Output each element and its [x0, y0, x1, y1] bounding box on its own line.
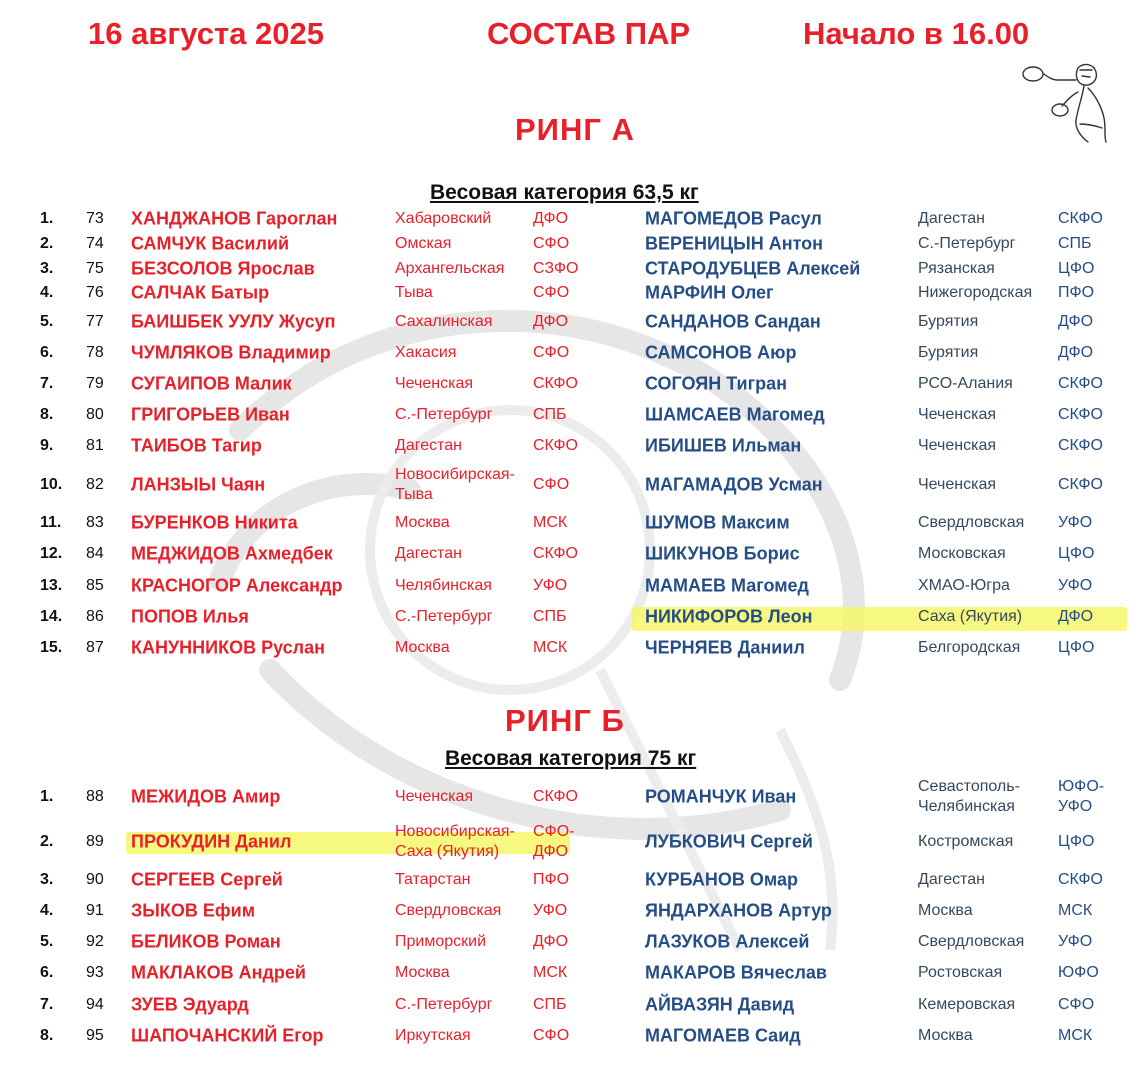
- start-time: Начало в 16.00: [803, 16, 1030, 51]
- red-corner-name: ЗЫКОВ Ефим: [131, 900, 256, 921]
- blue-corner-district: ДФО: [1058, 608, 1094, 625]
- blue-corner-district: УФО: [1058, 933, 1093, 950]
- bout-number: 5.: [40, 933, 54, 950]
- blue-corner-name: ШУМОВ Максим: [645, 512, 790, 533]
- blue-corner-district: ЦФО: [1058, 639, 1095, 656]
- blue-corner-district: ЮФО-УФО: [1058, 778, 1105, 815]
- bout-row: [0, 990, 1132, 1020]
- red-corner-region: Хабаровский: [395, 210, 492, 227]
- red-corner-name: ЛАНЗЫЫ Чаян: [131, 474, 266, 495]
- blue-corner-district: ПФО: [1058, 284, 1095, 301]
- bout-row: [0, 539, 1132, 569]
- blue-corner-region: Белгородская: [918, 639, 1021, 656]
- bout-number: 6.: [40, 344, 54, 361]
- bout-number: 1.: [40, 210, 54, 227]
- bout-id: 92: [86, 933, 104, 950]
- bout-number: 4.: [40, 902, 54, 919]
- blue-corner-name: НИКИФОРОВ Леон: [645, 606, 813, 627]
- red-corner-district: ДФО: [533, 210, 569, 227]
- bout-row: [0, 602, 1132, 632]
- bout-number: 15.: [40, 639, 63, 656]
- blue-corner-district: ЦФО: [1058, 260, 1095, 277]
- red-corner-region: Чеченская: [395, 375, 474, 392]
- red-corner-region: С.-Петербург: [395, 406, 493, 423]
- blue-corner-region: Дагестан: [918, 210, 985, 227]
- bout-row: [0, 207, 1132, 231]
- ring-b-title: РИНГ Б: [505, 703, 625, 738]
- blue-corner-name: ИБИШЕВ Ильман: [645, 435, 802, 456]
- bout-id: 95: [86, 1027, 104, 1044]
- red-corner-district: ДФО: [533, 933, 569, 950]
- red-corner-name: МАКЛАКОВ Андрей: [131, 962, 306, 983]
- blue-corner-region: Рязанская: [918, 260, 995, 277]
- red-corner-district: СЗФО: [533, 260, 579, 277]
- blue-corner-region: Нижегородская: [918, 284, 1033, 301]
- bout-number: 7.: [40, 996, 54, 1013]
- blue-corner-region: Костромская: [918, 833, 1014, 850]
- red-corner-district: ДФО: [533, 313, 569, 330]
- red-corner-region: Тыва: [395, 284, 433, 301]
- bout-id: 87: [86, 639, 104, 656]
- blue-corner-name: ЛАЗУКОВ Алексей: [645, 931, 810, 952]
- red-corner-region: Москва: [395, 964, 450, 981]
- red-corner-district: СФО: [533, 344, 570, 361]
- ring-b-weight-category: Весовая категория 75 кг: [445, 747, 697, 770]
- bout-row: [0, 896, 1132, 926]
- bout-number: 1.: [40, 788, 54, 805]
- boxer-logo-icon: [1018, 58, 1112, 144]
- red-corner-region: Свердловская: [395, 902, 502, 919]
- red-corner-district: СФО-ДФО: [533, 823, 575, 860]
- blue-corner-region: Чеченская: [918, 476, 997, 493]
- bout-id: 78: [86, 344, 104, 361]
- red-corner-district: СКФО: [533, 788, 578, 805]
- red-corner-name: ЗУЕВ Эдуард: [131, 994, 249, 1015]
- red-corner-name: ПОПОВ Илья: [131, 606, 249, 627]
- red-corner-region: Москва: [395, 639, 450, 656]
- bout-row: [0, 927, 1132, 957]
- bout-number: 5.: [40, 313, 54, 330]
- bout-id: 79: [86, 375, 104, 392]
- red-corner-region: Татарстан: [395, 871, 471, 888]
- blue-corner-district: СКФО: [1058, 210, 1103, 227]
- bout-row: [0, 281, 1132, 305]
- red-corner-region: Новосибирская-Тыва: [395, 466, 515, 503]
- red-corner-name: ПРОКУДИН Данил: [131, 831, 292, 852]
- bout-id: 77: [86, 313, 104, 330]
- bout-number: 6.: [40, 964, 54, 981]
- bout-number: 8.: [40, 1027, 54, 1044]
- blue-corner-district: СКФО: [1058, 871, 1103, 888]
- bout-number: 11.: [40, 514, 62, 531]
- red-corner-name: МЕЖИДОВ Амир: [131, 786, 281, 807]
- blue-corner-district: УФО: [1058, 577, 1093, 594]
- red-corner-region: Приморский: [395, 933, 487, 950]
- blue-corner-name: ЯНДАРХАНОВ Артур: [645, 900, 832, 921]
- blue-corner-name: ШАМСАЕВ Магомед: [645, 404, 825, 425]
- blue-corner-name: АЙВАЗЯН Давид: [645, 994, 795, 1015]
- bout-id: 82: [86, 476, 104, 493]
- bout-id: 88: [86, 788, 104, 805]
- red-corner-name: СУГАИПОВ Малик: [131, 373, 292, 394]
- bout-number: 2.: [40, 235, 54, 252]
- blue-corner-district: СКФО: [1058, 375, 1103, 392]
- blue-corner-district: СКФО: [1058, 437, 1103, 454]
- red-corner-name: САМЧУК Василий: [131, 233, 290, 254]
- red-corner-name: САЛЧАК Батыр: [131, 282, 270, 303]
- ring-a-weight-category: Весовая категория 63,5 кг: [430, 181, 699, 204]
- bout-number: 14.: [40, 608, 63, 625]
- blue-corner-district: ЦФО: [1058, 833, 1095, 850]
- bout-number: 13.: [40, 577, 63, 594]
- red-corner-region: Иркутская: [395, 1027, 471, 1044]
- red-corner-district: СФО: [533, 235, 570, 252]
- bout-id: 75: [86, 260, 104, 277]
- blue-corner-name: МАГОМАЕВ Саид: [645, 1025, 801, 1046]
- red-corner-district: СКФО: [533, 545, 578, 562]
- red-corner-region: Архангельская: [395, 260, 505, 277]
- bout-row: [0, 257, 1132, 281]
- red-corner-district: СФО: [533, 1027, 570, 1044]
- bout-row: [0, 338, 1132, 368]
- blue-corner-name: САМСОНОВ Аюр: [645, 342, 797, 363]
- blue-corner-region: Севастополь-Челябинская: [918, 778, 1020, 815]
- red-corner-name: ТАИБОВ Тагир: [131, 435, 262, 456]
- blue-corner-name: МАРФИН Олег: [645, 282, 774, 303]
- bout-id: 91: [86, 902, 104, 919]
- blue-corner-region: Московская: [918, 545, 1006, 562]
- blue-corner-name: МАМАЕВ Магомед: [645, 575, 809, 596]
- blue-corner-name: САНДАНОВ Сандан: [645, 311, 821, 332]
- bout-row: [0, 633, 1132, 663]
- bout-row: [0, 819, 1132, 865]
- blue-corner-region: РСО-Алания: [918, 375, 1013, 392]
- blue-corner-name: МАКАРОВ Вячеслав: [645, 962, 827, 983]
- blue-corner-region: Москва: [918, 1027, 973, 1044]
- red-corner-region: Дагестан: [395, 545, 462, 562]
- bout-id: 90: [86, 871, 104, 888]
- blue-corner-district: СКФО: [1058, 476, 1103, 493]
- blue-corner-region: Кемеровская: [918, 996, 1016, 1013]
- red-corner-region: С.-Петербург: [395, 996, 493, 1013]
- red-corner-region: Омская: [395, 235, 452, 252]
- blue-corner-region: Бурятия: [918, 313, 979, 330]
- red-corner-district: СПБ: [533, 996, 567, 1013]
- bout-row: [0, 462, 1132, 508]
- bout-row: [0, 307, 1132, 337]
- bout-id: 86: [86, 608, 104, 625]
- bout-id: 73: [86, 210, 104, 227]
- red-corner-name: БЕЗСОЛОВ Ярослав: [131, 258, 315, 279]
- bout-number: 3.: [40, 871, 54, 888]
- red-corner-region: Чеченская: [395, 788, 474, 805]
- bout-number: 9.: [40, 437, 54, 454]
- blue-corner-district: МСК: [1058, 1027, 1093, 1044]
- red-corner-name: КАНУННИКОВ Руслан: [131, 637, 326, 658]
- blue-corner-name: РОМАНЧУК Иван: [645, 786, 797, 807]
- bout-id: 76: [86, 284, 104, 301]
- red-corner-region: Хакасия: [395, 344, 457, 361]
- red-corner-district: СКФО: [533, 437, 578, 454]
- bout-row: [0, 232, 1132, 256]
- bout-row: [0, 865, 1132, 895]
- ring-a-title: РИНГ А: [515, 112, 635, 147]
- blue-corner-name: КУРБАНОВ Омар: [645, 869, 798, 890]
- red-corner-district: МСК: [533, 639, 568, 656]
- bout-id: 85: [86, 577, 104, 594]
- blue-corner-name: ЛУБКОВИЧ Сергей: [645, 831, 813, 852]
- bout-id: 93: [86, 964, 104, 981]
- red-corner-district: СПБ: [533, 406, 567, 423]
- red-corner-name: СЕРГЕЕВ Сергей: [131, 869, 283, 890]
- blue-corner-region: С.-Петербург: [918, 235, 1016, 252]
- red-corner-region: Челябинская: [395, 577, 492, 594]
- red-corner-name: ШАПОЧАНСКИЙ Егор: [131, 1025, 324, 1046]
- blue-corner-district: МСК: [1058, 902, 1093, 919]
- red-corner-name: БЕЛИКОВ Роман: [131, 931, 281, 952]
- bout-row: [0, 431, 1132, 461]
- blue-corner-region: Чеченская: [918, 437, 997, 454]
- blue-corner-region: Чеченская: [918, 406, 997, 423]
- bout-row: [0, 774, 1132, 820]
- blue-corner-region: Ростовская: [918, 964, 1003, 981]
- red-corner-district: МСК: [533, 964, 568, 981]
- bout-row: [0, 400, 1132, 430]
- red-corner-name: МЕДЖИДОВ Ахмедбек: [131, 543, 333, 564]
- red-corner-region: Новосибирская-Саха (Якутия): [395, 823, 515, 860]
- red-corner-region: Дагестан: [395, 437, 462, 454]
- red-corner-region: Сахалинская: [395, 313, 493, 330]
- bout-row: [0, 369, 1132, 399]
- blue-corner-district: ДФО: [1058, 344, 1094, 361]
- bout-id: 89: [86, 833, 104, 850]
- red-corner-district: УФО: [533, 577, 568, 594]
- blue-corner-name: МАГОМЕДОВ Расул: [645, 208, 822, 229]
- red-corner-district: СПБ: [533, 608, 567, 625]
- blue-corner-region: Москва: [918, 902, 973, 919]
- red-corner-district: УФО: [533, 902, 568, 919]
- red-corner-district: СФО: [533, 476, 570, 493]
- blue-corner-name: ВЕРЕНИЦЫН Антон: [645, 233, 824, 254]
- blue-corner-district: ЮФО: [1058, 964, 1099, 981]
- red-corner-region: Москва: [395, 514, 450, 531]
- blue-corner-region: Саха (Якутия): [918, 608, 1023, 625]
- blue-corner-district: СПБ: [1058, 235, 1092, 252]
- blue-corner-region: Бурятия: [918, 344, 979, 361]
- bout-id: 84: [86, 545, 104, 562]
- red-corner-district: МСК: [533, 514, 568, 531]
- red-corner-name: БУРЕНКОВ Никита: [131, 512, 298, 533]
- bout-id: 94: [86, 996, 104, 1013]
- page-title: СОСТАВ ПАР: [487, 16, 691, 51]
- red-corner-district: СФО: [533, 284, 570, 301]
- bout-id: 81: [86, 437, 104, 454]
- blue-corner-name: СОГОЯН Тигран: [645, 373, 787, 394]
- event-date: 16 августа 2025: [88, 16, 325, 51]
- blue-corner-region: Дагестан: [918, 871, 985, 888]
- bout-id: 83: [86, 514, 104, 531]
- bout-number: 10.: [40, 476, 63, 493]
- bout-id: 80: [86, 406, 104, 423]
- bout-row: [0, 571, 1132, 601]
- bout-number: 4.: [40, 284, 54, 301]
- blue-corner-region: ХМАО-Югра: [918, 577, 1010, 594]
- blue-corner-name: МАГАМАДОВ Усман: [645, 474, 823, 495]
- red-corner-name: ЧУМЛЯКОВ Владимир: [131, 342, 331, 363]
- bout-number: 8.: [40, 406, 54, 423]
- blue-corner-district: СКФО: [1058, 406, 1103, 423]
- bout-row: [0, 508, 1132, 538]
- blue-corner-district: СФО: [1058, 996, 1095, 1013]
- bout-row: [0, 1021, 1132, 1051]
- blue-corner-name: ЧЕРНЯЕВ Даниил: [645, 637, 805, 658]
- blue-corner-region: Свердловская: [918, 514, 1025, 531]
- blue-corner-region: Свердловская: [918, 933, 1025, 950]
- blue-corner-name: ШИКУНОВ Борис: [645, 543, 800, 564]
- red-corner-name: БАИШБЕК УУЛУ Жусуп: [131, 311, 336, 332]
- red-corner-name: ХАНДЖАНОВ Гароглан: [131, 208, 338, 229]
- bout-row: [0, 958, 1132, 988]
- blue-corner-district: УФО: [1058, 514, 1093, 531]
- bout-number: 2.: [40, 833, 54, 850]
- red-corner-name: КРАСНОГОР Александр: [131, 575, 343, 596]
- blue-corner-district: ДФО: [1058, 313, 1094, 330]
- bout-id: 74: [86, 235, 104, 252]
- bout-number: 7.: [40, 375, 54, 392]
- red-corner-district: ПФО: [533, 871, 570, 888]
- blue-corner-district: ЦФО: [1058, 545, 1095, 562]
- bout-number: 12.: [40, 545, 63, 562]
- red-corner-district: СКФО: [533, 375, 578, 392]
- blue-corner-name: СТАРОДУБЦЕВ Алексей: [645, 258, 861, 279]
- red-corner-name: ГРИГОРЬЕВ Иван: [131, 404, 290, 425]
- bout-number: 3.: [40, 260, 54, 277]
- red-corner-region: С.-Петербург: [395, 608, 493, 625]
